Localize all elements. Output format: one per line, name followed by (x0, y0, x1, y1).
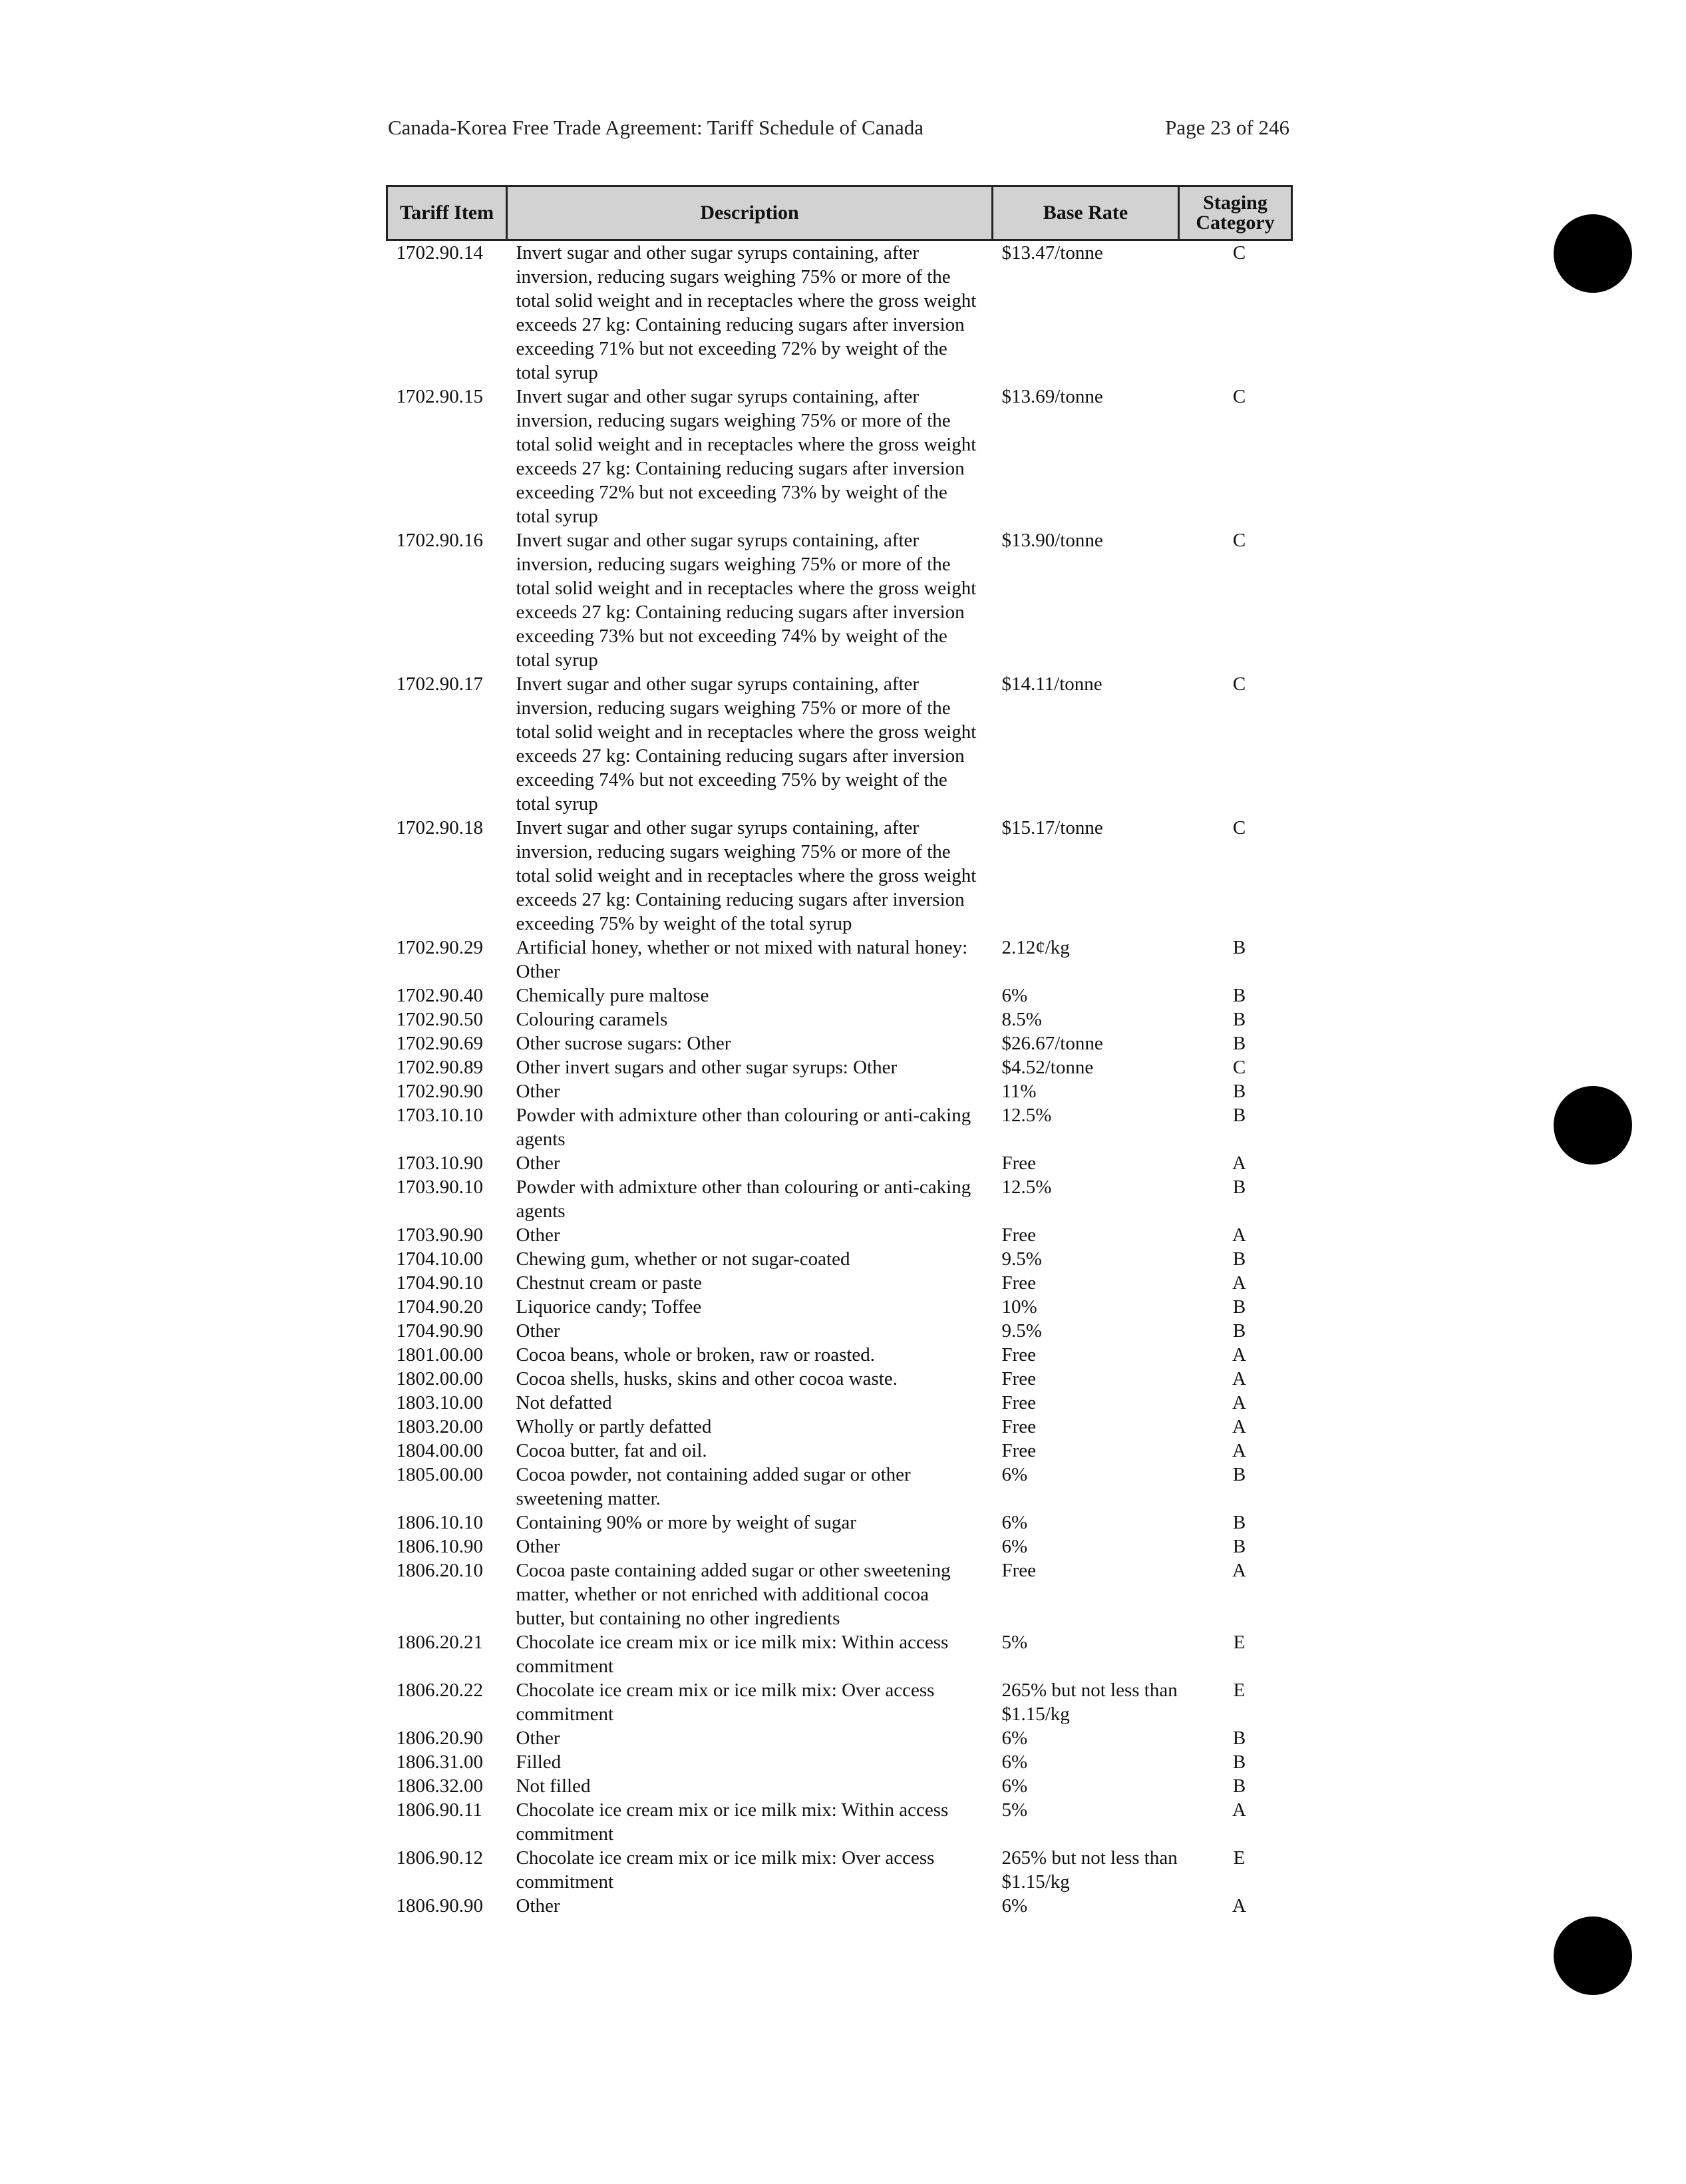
base-rate-cell: Free (1001, 1392, 1037, 1413)
description-cell: Other (516, 1895, 560, 1916)
table-row (387, 1391, 1292, 1415)
staging-category-cell: A (1232, 1895, 1246, 1916)
base-rate-cell: 6% (1001, 985, 1028, 1006)
staging-category-cell: A (1232, 1153, 1246, 1174)
staging-category-cell: B (1232, 1751, 1246, 1773)
staging-category-cell: B (1232, 1081, 1246, 1102)
tariff-item-cell: 1806.20.21 (396, 1632, 483, 1653)
description-cell: Other invert sugars and other sugar syrups: Other (516, 1057, 898, 1078)
staging-category-cell: B (1232, 1009, 1246, 1030)
base-rate-cell: 12.5% (1001, 1177, 1052, 1198)
staging-category-cell: C (1232, 817, 1246, 838)
tariff-item-cell: 1804.00.00 (396, 1440, 483, 1461)
table-row (387, 1007, 1292, 1031)
table-row (387, 240, 1292, 385)
table-row (387, 1271, 1292, 1295)
tariff-item-cell: 1805.00.00 (396, 1464, 483, 1485)
staging-category-cell: C (1232, 673, 1246, 695)
base-rate-cell: Free (1001, 1224, 1037, 1246)
description-cell: Invert sugar and other sugar syrups containing, after inversion, reducing sugars weighing 75% or more of the total solid weight and in receptacles where the gross weight exceeds 27 kg: Containing reducing sugars after inversion exceeding 72% but not exceeding 73% by weight of the total syrup (516, 386, 977, 527)
description-cell: Other sucrose sugars: Other (516, 1033, 731, 1054)
base-rate-cell: 9.5% (1001, 1248, 1042, 1270)
base-rate-cell: 6% (1001, 1512, 1028, 1533)
table-row (387, 1439, 1292, 1463)
column-header-description: Description (507, 186, 993, 240)
base-rate-cell: Free (1001, 1560, 1037, 1581)
description-cell: Invert sugar and other sugar syrups containing, after inversion, reducing sugars weighing 75% or more of the total solid weight and in receptacles where the gross weight exceeds 27 kg: Containing reducing sugars after inversion exceeding 73% but not exceeding 74% by weight of the total syrup (516, 530, 977, 671)
table-body (387, 240, 1292, 1918)
tariff-item-cell: 1704.90.90 (396, 1320, 483, 1342)
base-rate-cell: $14.11/tonne (1001, 673, 1102, 695)
description-cell: Cocoa shells, husks, skins and other cocoa waste. (516, 1368, 898, 1389)
table-row (387, 1415, 1292, 1439)
description-cell: Chocolate ice cream mix or ice milk mix: Over access commitment (516, 1847, 935, 1893)
table-row (387, 1774, 1292, 1798)
table-row (387, 528, 1292, 672)
tariff-item-cell: 1806.31.00 (396, 1751, 483, 1773)
base-rate-cell: 6% (1001, 1775, 1028, 1797)
description-cell: Chocolate ice cream mix or ice milk mix: Within access commitment (516, 1799, 949, 1845)
base-rate-cell: 6% (1001, 1751, 1028, 1773)
table-row (387, 1103, 1292, 1151)
table-row (387, 385, 1292, 528)
tariff-item-cell: 1806.90.90 (396, 1895, 483, 1916)
base-rate-cell: 9.5% (1001, 1320, 1042, 1342)
table-row (387, 1223, 1292, 1247)
description-cell: Colouring caramels (516, 1009, 668, 1030)
table-row (387, 1511, 1292, 1535)
base-rate-cell: 6% (1001, 1895, 1028, 1916)
base-rate-cell: 10% (1001, 1296, 1037, 1318)
tariff-item-cell: 1803.20.00 (396, 1416, 483, 1437)
description-cell: Other (516, 1153, 560, 1174)
staging-category-cell: E (1233, 1847, 1246, 1869)
tariff-item-cell: 1702.90.40 (396, 985, 483, 1006)
table-row (387, 1463, 1292, 1511)
staging-category-cell: A (1232, 1392, 1246, 1413)
binder-hole-middle (1554, 1086, 1632, 1165)
table-row (387, 1846, 1292, 1894)
table-row (387, 816, 1292, 936)
base-rate-cell: 12.5% (1001, 1105, 1052, 1126)
staging-category-cell: A (1232, 1224, 1246, 1246)
base-rate-cell: 265% but not less than $1.15/kg (1001, 1847, 1178, 1893)
tariff-item-cell: 1702.90.90 (396, 1081, 483, 1102)
document-title: Canada-Korea Free Trade Agreement: Tariff Schedule of Canada (388, 116, 924, 139)
description-cell: Powder with admixture other than colouring or anti-caking agents (516, 1177, 971, 1222)
table-row (387, 1055, 1292, 1079)
base-rate-cell: $4.52/tonne (1001, 1057, 1094, 1078)
description-cell: Cocoa powder, not containing added sugar or other sweetening matter. (516, 1464, 911, 1509)
staging-category-cell: A (1232, 1799, 1246, 1821)
table-row (387, 1558, 1292, 1630)
base-rate-cell: 11% (1001, 1081, 1037, 1102)
description-cell: Invert sugar and other sugar syrups containing, after inversion, reducing sugars weighing 75% or more of the total solid weight and in receptacles where the gross weight exceeds 27 kg: Containing reducing sugars after inversion exceeding 74% but not exceeding 75% by weight of the total syrup (516, 673, 977, 815)
base-rate-cell: Free (1001, 1344, 1037, 1365)
table-row (387, 1031, 1292, 1055)
table-row (387, 984, 1292, 1007)
staging-category-cell: B (1232, 1248, 1246, 1270)
base-rate-cell: 8.5% (1001, 1009, 1042, 1030)
staging-category-cell: B (1232, 1464, 1246, 1485)
base-rate-cell: 6% (1001, 1464, 1028, 1485)
tariff-schedule-table (386, 185, 1293, 1918)
table-header-row (387, 186, 1292, 240)
tariff-item-cell: 1802.00.00 (396, 1368, 483, 1389)
table-row (387, 1678, 1292, 1726)
base-rate-cell: 6% (1001, 1536, 1028, 1557)
binder-hole-bottom (1554, 1916, 1632, 1995)
staging-category-cell: B (1232, 937, 1246, 958)
tariff-item-cell: 1806.10.90 (396, 1536, 483, 1557)
staging-category-cell: B (1232, 1296, 1246, 1318)
tariff-item-cell: 1704.90.10 (396, 1272, 483, 1294)
table-row (387, 1319, 1292, 1343)
page-number: Page 23 of 246 (1165, 116, 1289, 139)
tariff-item-cell: 1703.10.10 (396, 1105, 483, 1126)
base-rate-cell: Free (1001, 1416, 1037, 1437)
base-rate-cell: $13.90/tonne (1001, 530, 1103, 551)
tariff-item-cell: 1806.90.12 (396, 1847, 483, 1869)
staging-category-cell: B (1232, 1320, 1246, 1342)
base-rate-cell: 5% (1001, 1799, 1028, 1821)
description-cell: Cocoa beans, whole or broken, raw or roasted. (516, 1344, 876, 1365)
staging-category-cell: B (1232, 1728, 1246, 1749)
description-cell: Other (516, 1081, 560, 1102)
staging-category-cell: A (1232, 1344, 1246, 1365)
tariff-item-cell: 1803.10.00 (396, 1392, 483, 1413)
base-rate-cell: 5% (1001, 1632, 1028, 1653)
staging-category-cell: E (1233, 1680, 1246, 1701)
tariff-item-cell: 1806.32.00 (396, 1775, 483, 1797)
description-cell: Chocolate ice cream mix or ice milk mix: Over access commitment (516, 1680, 935, 1725)
table-row (387, 1630, 1292, 1678)
column-header-base-rate: Base Rate (993, 186, 1179, 240)
tariff-item-cell: 1702.90.69 (396, 1033, 483, 1054)
staging-category-cell: B (1232, 1033, 1246, 1054)
tariff-item-cell: 1703.90.10 (396, 1177, 483, 1198)
description-cell: Containing 90% or more by weight of sugar (516, 1512, 856, 1533)
description-cell: Wholly or partly defatted (516, 1416, 712, 1437)
base-rate-cell: Free (1001, 1272, 1037, 1294)
description-cell: Other (516, 1536, 560, 1557)
tariff-item-cell: 1806.90.11 (396, 1799, 482, 1821)
column-header-staging-category: Staging Category (1179, 186, 1292, 240)
column-header-tariff-item: Tariff Item (387, 186, 507, 240)
tariff-item-cell: 1806.20.90 (396, 1728, 483, 1749)
description-cell: Powder with admixture other than colouring or anti-caking agents (516, 1105, 971, 1150)
table-row (387, 1535, 1292, 1558)
staging-category-cell: A (1232, 1368, 1246, 1389)
base-rate-cell: $15.17/tonne (1001, 817, 1103, 838)
staging-category-cell: C (1232, 386, 1246, 407)
description-cell: Liquorice candy; Toffee (516, 1296, 702, 1318)
tariff-item-cell: 1806.20.22 (396, 1680, 483, 1701)
table-row (387, 1247, 1292, 1271)
base-rate-cell: 2.12¢/kg (1001, 937, 1070, 958)
description-cell: Cocoa butter, fat and oil. (516, 1440, 707, 1461)
table-row (387, 1151, 1292, 1175)
tariff-item-cell: 1702.90.18 (396, 817, 483, 838)
staging-category-cell: E (1233, 1632, 1246, 1653)
staging-category-cell: B (1232, 1512, 1246, 1533)
description-cell: Artificial honey, whether or not mixed with natural honey: Other (516, 937, 968, 982)
table-row (387, 1079, 1292, 1103)
staging-category-cell: B (1232, 1177, 1246, 1198)
base-rate-cell: 265% but not less than $1.15/kg (1001, 1680, 1178, 1725)
tariff-item-cell: 1703.10.90 (396, 1153, 483, 1174)
table-row (387, 1726, 1292, 1750)
tariff-item-cell: 1702.90.15 (396, 386, 483, 407)
tariff-item-cell: 1704.90.20 (396, 1296, 483, 1318)
description-cell: Chestnut cream or paste (516, 1272, 702, 1294)
table-row (387, 1750, 1292, 1774)
table-row (387, 1175, 1292, 1223)
base-rate-cell: Free (1001, 1153, 1037, 1174)
description-cell: Not defatted (516, 1392, 612, 1413)
tariff-item-cell: 1702.90.14 (396, 242, 483, 264)
table-row (387, 1894, 1292, 1918)
staging-category-cell: A (1232, 1272, 1246, 1294)
table-row (387, 936, 1292, 984)
staging-category-cell: A (1232, 1440, 1246, 1461)
tariff-item-cell: 1703.90.90 (396, 1224, 483, 1246)
staging-category-cell: C (1232, 530, 1246, 551)
description-cell: Filled (516, 1751, 562, 1773)
staging-category-cell: C (1232, 1057, 1246, 1078)
base-rate-cell: Free (1001, 1440, 1037, 1461)
binder-hole-top (1554, 214, 1632, 293)
description-cell: Invert sugar and other sugar syrups containing, after inversion, reducing sugars weighing 75% or more of the total solid weight and in receptacles where the gross weight exceeds 27 kg: Containing reducing sugars after inversion exceeding 75% by weight of the total syrup (516, 817, 977, 934)
description-cell: Chemically pure maltose (516, 985, 709, 1006)
base-rate-cell: 6% (1001, 1728, 1028, 1749)
description-cell: Other (516, 1224, 560, 1246)
staging-category-cell: A (1232, 1560, 1246, 1581)
staging-category-cell: B (1232, 1105, 1246, 1126)
tariff-item-cell: 1806.20.10 (396, 1560, 483, 1581)
tariff-item-cell: 1704.10.00 (396, 1248, 483, 1270)
tariff-item-cell: 1801.00.00 (396, 1344, 483, 1365)
description-cell: Cocoa paste containing added sugar or other sweetening matter, whether or not enriched with additional cocoa butter, but containing no other ingredients (516, 1560, 951, 1629)
tariff-item-cell: 1702.90.16 (396, 530, 483, 551)
description-cell: Not filled (516, 1775, 591, 1797)
staging-category-cell: C (1232, 242, 1246, 264)
base-rate-cell: $26.67/tonne (1001, 1033, 1103, 1054)
tariff-item-cell: 1702.90.17 (396, 673, 483, 695)
table-row (387, 1798, 1292, 1846)
base-rate-cell: Free (1001, 1368, 1037, 1389)
staging-category-cell: B (1232, 985, 1246, 1006)
table-row (387, 1295, 1292, 1319)
tariff-item-cell: 1702.90.89 (396, 1057, 483, 1078)
tariff-item-cell: 1806.10.10 (396, 1512, 483, 1533)
staging-category-cell: A (1232, 1416, 1246, 1437)
description-cell: Invert sugar and other sugar syrups containing, after inversion, reducing sugars weighing 75% or more of the total solid weight and in receptacles where the gross weight exceeds 27 kg: Containing reducing sugars after inversion exceeding 71% but not exceeding 72% by weight of the total syrup (516, 242, 977, 383)
description-cell: Other (516, 1320, 560, 1342)
base-rate-cell: $13.69/tonne (1001, 386, 1103, 407)
description-cell: Chewing gum, whether or not sugar-coated (516, 1248, 850, 1270)
staging-category-cell: B (1232, 1775, 1246, 1797)
table-row (387, 1343, 1292, 1367)
base-rate-cell: $13.47/tonne (1001, 242, 1103, 264)
description-cell: Other (516, 1728, 560, 1749)
table-row (387, 1367, 1292, 1391)
description-cell: Chocolate ice cream mix or ice milk mix: Within access commitment (516, 1632, 949, 1677)
tariff-item-cell: 1702.90.50 (396, 1009, 483, 1030)
table-row (387, 672, 1292, 816)
tariff-item-cell: 1702.90.29 (396, 937, 483, 958)
staging-category-cell: B (1232, 1536, 1246, 1557)
